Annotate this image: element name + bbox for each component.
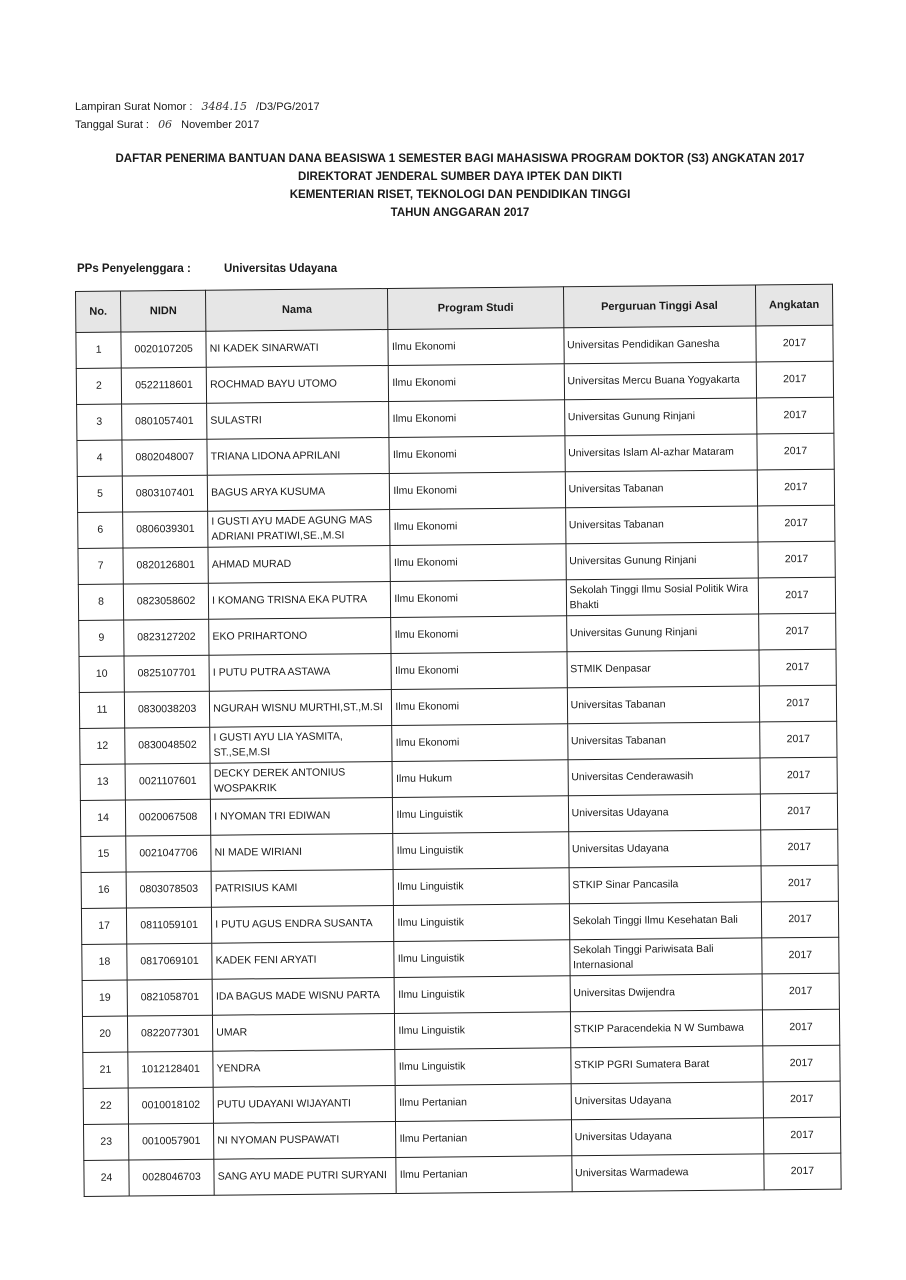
- cell-no: 20: [82, 1016, 127, 1052]
- cell-program-studi: Ilmu Ekonomi: [389, 436, 565, 474]
- cell-angkatan: 2017: [761, 865, 838, 902]
- cell-nama: PUTU UDAYANI WIJAYANTI: [213, 1085, 396, 1123]
- cell-no: 9: [79, 620, 124, 656]
- letter-number-line: [75, 98, 320, 116]
- cell-angkatan: 2017: [756, 325, 833, 362]
- cell-angkatan: 2017: [758, 577, 835, 614]
- cell-program-studi: Ilmu Ekonomi: [390, 472, 566, 510]
- cell-perguruan-tinggi: Universitas Gunung Rinjani: [564, 398, 757, 436]
- cell-program-studi: Ilmu Ekonomi: [389, 400, 565, 438]
- cell-angkatan: 2017: [756, 361, 833, 398]
- cell-program-studi: Ilmu Pertanian: [396, 1120, 572, 1158]
- cell-perguruan-tinggi: Universitas Mercu Buana Yogyakarta: [564, 362, 757, 400]
- cell-nama: I NYOMAN TRI EDIWAN: [211, 797, 394, 835]
- cell-perguruan-tinggi: Sekolah Tinggi Ilmu Sosial Politik Wira Bhakti: [566, 578, 759, 616]
- cell-nidn: 0823127202: [124, 619, 209, 656]
- cell-nidn: 0822077301: [128, 1015, 213, 1052]
- letter-number-label: Lampiran Surat Nomor :: [75, 101, 193, 113]
- cell-angkatan: 2017: [757, 505, 834, 542]
- cell-angkatan: 2017: [760, 793, 837, 830]
- letter-date-line: [75, 116, 320, 134]
- cell-program-studi: Ilmu Hukum: [392, 760, 568, 798]
- cell-program-studi: Ilmu Ekonomi: [391, 616, 567, 654]
- cell-nama: AHMAD MURAD: [208, 545, 391, 583]
- cell-nidn: 0821058701: [127, 979, 212, 1016]
- cell-nama: I PUTU PUTRA ASTAWA: [209, 653, 392, 691]
- cell-nidn: 0021107601: [125, 763, 210, 800]
- cell-nidn: 0806039301: [123, 511, 208, 548]
- cell-program-studi: Ilmu Ekonomi: [392, 724, 568, 762]
- cell-nama: YENDRA: [213, 1049, 396, 1087]
- cell-no: 1: [76, 332, 121, 368]
- cell-perguruan-tinggi: STMIK Denpasar: [567, 650, 760, 688]
- header-program-studi: Program Studi: [388, 287, 564, 330]
- cell-nama: I KOMANG TRISNA EKA PUTRA: [208, 581, 391, 619]
- cell-nidn: 0817069101: [127, 943, 212, 980]
- cell-perguruan-tinggi: STKIP Paracendekia N W Sumbawa: [570, 1010, 763, 1048]
- cell-no: 13: [80, 764, 125, 800]
- cell-no: 18: [82, 944, 127, 980]
- cell-nidn: 0522118601: [121, 367, 206, 404]
- cell-no: 11: [79, 692, 124, 728]
- header-angkatan: Angkatan: [755, 284, 833, 326]
- cell-nama: I GUSTI AYU MADE AGUNG MAS ADRIANI PRATIWI,SE.,M.SI: [208, 509, 391, 547]
- cell-nama: PATRISIUS KAMI: [211, 869, 394, 907]
- cell-perguruan-tinggi: Universitas Tabanan: [565, 470, 758, 508]
- cell-perguruan-tinggi: STKIP PGRI Sumatera Barat: [570, 1046, 763, 1084]
- pps-organizer: [77, 263, 337, 275]
- cell-angkatan: 2017: [762, 1009, 839, 1046]
- cell-no: 23: [84, 1124, 129, 1160]
- cell-angkatan: 2017: [758, 613, 835, 650]
- cell-program-studi: Ilmu Pertanian: [396, 1084, 572, 1122]
- cell-no: 2: [76, 368, 121, 404]
- cell-nama: I PUTU AGUS ENDRA SUSANTA: [212, 905, 395, 943]
- cell-no: 22: [83, 1088, 128, 1124]
- cell-nama: NI KADEK SINARWATI: [206, 329, 389, 367]
- cell-no: 6: [78, 512, 123, 548]
- cell-program-studi: Ilmu Linguistik: [395, 1012, 571, 1050]
- document-subtitle-directorate: DIREKTORAT JENDERAL SUMBER DAYA IPTEK DAN DIKTI: [298, 171, 622, 183]
- cell-nama: TRIANA LIDONA APRILANI: [207, 437, 390, 475]
- cell-angkatan: 2017: [763, 1045, 840, 1082]
- cell-program-studi: Ilmu Ekonomi: [391, 652, 567, 690]
- cell-angkatan: 2017: [760, 721, 837, 758]
- cell-nama: NI MADE WIRIANI: [211, 833, 394, 871]
- cell-perguruan-tinggi: Sekolah Tinggi Ilmu Kesehatan Bali: [569, 902, 762, 940]
- cell-perguruan-tinggi: STKIP Sinar Pancasila: [569, 866, 762, 904]
- cell-angkatan: 2017: [761, 901, 838, 938]
- cell-angkatan: 2017: [764, 1153, 841, 1190]
- cell-nama: SANG AYU MADE PUTRI SURYANI: [214, 1157, 397, 1195]
- cell-perguruan-tinggi: Universitas Gunung Rinjani: [566, 614, 759, 652]
- cell-no: 8: [78, 584, 123, 620]
- cell-program-studi: Ilmu Pertanian: [396, 1156, 572, 1194]
- cell-perguruan-tinggi: Universitas Gunung Rinjani: [566, 542, 759, 580]
- cell-no: 15: [81, 836, 126, 872]
- cell-nama: I GUSTI AYU LIA YASMITA, ST.,SE,M.SI: [210, 725, 393, 763]
- cell-angkatan: 2017: [757, 469, 834, 506]
- cell-program-studi: Ilmu Linguistik: [393, 832, 569, 870]
- cell-no: 12: [80, 728, 125, 764]
- table-body: [76, 325, 841, 1196]
- cell-nama: NGURAH WISNU MURTHI,ST.,M.SI: [210, 689, 393, 727]
- cell-nidn: 0830038203: [124, 691, 209, 728]
- cell-program-studi: Ilmu Ekonomi: [392, 688, 568, 726]
- cell-angkatan: 2017: [762, 973, 839, 1010]
- cell-program-studi: Ilmu Linguistik: [394, 940, 570, 978]
- cell-nama: DECKY DEREK ANTONIUS WOSPAKRIK: [210, 761, 393, 799]
- cell-nama: SULASTRI: [207, 401, 390, 439]
- cell-nama: NI NYOMAN PUSPAWATI: [214, 1121, 397, 1159]
- cell-perguruan-tinggi: Universitas Tabanan: [565, 506, 758, 544]
- cell-perguruan-tinggi: Universitas Tabanan: [567, 722, 760, 760]
- cell-angkatan: 2017: [762, 937, 839, 974]
- document-title-block: [110, 150, 810, 222]
- cell-nidn: 0823058602: [123, 583, 208, 620]
- cell-nidn: 0802048007: [122, 439, 207, 476]
- cell-program-studi: Ilmu Linguistik: [393, 796, 569, 834]
- cell-nama: ROCHMAD BAYU UTOMO: [206, 365, 389, 403]
- header-perguruan-tinggi-asal: Perguruan Tinggi Asal: [563, 285, 756, 328]
- cell-program-studi: Ilmu Ekonomi: [390, 508, 566, 546]
- cell-perguruan-tinggi: Universitas Pendidikan Ganesha: [563, 326, 756, 364]
- cell-angkatan: 2017: [763, 1081, 840, 1118]
- table-row: [84, 1153, 841, 1196]
- cell-perguruan-tinggi: Universitas Dwijendra: [570, 974, 763, 1012]
- cell-perguruan-tinggi: Universitas Udayana: [571, 1082, 764, 1120]
- cell-program-studi: Ilmu Ekonomi: [390, 544, 566, 582]
- cell-perguruan-tinggi: Universitas Udayana: [568, 830, 761, 868]
- cell-angkatan: 2017: [757, 433, 834, 470]
- cell-nidn: 0803078503: [126, 871, 211, 908]
- cell-no: 10: [79, 656, 124, 692]
- cell-nidn: 0801057401: [122, 403, 207, 440]
- cell-program-studi: Ilmu Linguistik: [395, 1048, 571, 1086]
- cell-program-studi: Ilmu Ekonomi: [388, 328, 564, 366]
- cell-perguruan-tinggi: Universitas Udayana: [568, 794, 761, 832]
- cell-nama: EKO PRIHARTONO: [209, 617, 392, 655]
- pps-label: PPs Penyelenggara :: [77, 263, 191, 275]
- cell-nidn: 0010057901: [129, 1123, 214, 1160]
- cell-nama: UMAR: [213, 1013, 396, 1051]
- cell-program-studi: Ilmu Linguistik: [394, 904, 570, 942]
- cell-no: 16: [81, 872, 126, 908]
- cell-angkatan: 2017: [760, 757, 837, 794]
- cell-perguruan-tinggi: Universitas Warmadewa: [571, 1154, 764, 1192]
- cell-nidn: 0020067508: [125, 799, 210, 836]
- cell-nidn: 1012128401: [128, 1051, 213, 1088]
- cell-no: 19: [82, 980, 127, 1016]
- cell-nama: IDA BAGUS MADE WISNU PARTA: [212, 977, 395, 1015]
- cell-nidn: 0825107701: [124, 655, 209, 692]
- cell-program-studi: Ilmu Ekonomi: [391, 580, 567, 618]
- cell-nidn: 0811059101: [126, 907, 211, 944]
- cell-no: 5: [77, 476, 122, 512]
- pps-value: Universitas Udayana: [223, 263, 338, 275]
- cell-program-studi: Ilmu Ekonomi: [389, 364, 565, 402]
- cell-program-studi: Ilmu Linguistik: [393, 868, 569, 906]
- cell-no: 17: [81, 908, 126, 944]
- cell-angkatan: 2017: [763, 1117, 840, 1154]
- cell-perguruan-tinggi: Sekolah Tinggi Pariwisata Bali Internasional: [569, 938, 762, 976]
- cell-nama: BAGUS ARYA KUSUMA: [207, 473, 390, 511]
- cell-angkatan: 2017: [756, 397, 833, 434]
- letter-date-label: Tanggal Surat :: [75, 119, 149, 131]
- header-nama: Nama: [206, 288, 389, 331]
- cell-nidn: 0020107205: [121, 331, 206, 368]
- document-title: DAFTAR PENERIMA BANTUAN DANA BEASISWA 1 SEMESTER BAGI MAHASISWA PROGRAM DOKTOR (S3) ANGKATAN 2017: [115, 153, 805, 165]
- cell-perguruan-tinggi: Universitas Tabanan: [567, 686, 760, 724]
- recipients-table: [75, 284, 842, 1197]
- letter-date-suffix: November 2017: [181, 119, 260, 131]
- cell-nidn: 0021047706: [126, 835, 211, 872]
- document-subtitle-ministry: KEMENTERIAN RISET, TEKNOLOGI DAN PENDIDIKAN TINGGI: [289, 189, 631, 201]
- letter-number-handwritten: 3484.15: [201, 100, 247, 113]
- cell-angkatan: 2017: [759, 649, 836, 686]
- cell-perguruan-tinggi: Universitas Cenderawasih: [568, 758, 761, 796]
- cell-program-studi: Ilmu Linguistik: [394, 976, 570, 1014]
- table-header-row: [76, 284, 833, 332]
- letter-meta: [75, 98, 320, 134]
- cell-no: 21: [83, 1052, 128, 1088]
- cell-angkatan: 2017: [758, 541, 835, 578]
- cell-perguruan-tinggi: Universitas Islam Al-azhar Mataram: [565, 434, 758, 472]
- header-nidn: NIDN: [121, 290, 206, 332]
- header-no: No.: [76, 291, 121, 332]
- cell-no: 14: [80, 800, 125, 836]
- letter-number-suffix: /D3/PG/2017: [256, 101, 320, 113]
- cell-nama: KADEK FENI ARYATI: [212, 941, 395, 979]
- cell-no: 3: [77, 404, 122, 440]
- cell-nidn: 0820126801: [123, 547, 208, 584]
- cell-no: 24: [84, 1160, 129, 1196]
- cell-perguruan-tinggi: Universitas Udayana: [571, 1118, 764, 1156]
- cell-no: 4: [77, 440, 122, 476]
- letter-date-handwritten: 06: [158, 118, 173, 131]
- cell-angkatan: 2017: [759, 685, 836, 722]
- cell-angkatan: 2017: [761, 829, 838, 866]
- document-subtitle-year: TAHUN ANGGARAN 2017: [390, 207, 530, 219]
- cell-nidn: 0010018102: [128, 1087, 213, 1124]
- cell-nidn: 0028046703: [129, 1159, 214, 1196]
- cell-no: 7: [78, 548, 123, 584]
- cell-nidn: 0803107401: [122, 475, 207, 512]
- cell-nidn: 0830048502: [125, 727, 210, 764]
